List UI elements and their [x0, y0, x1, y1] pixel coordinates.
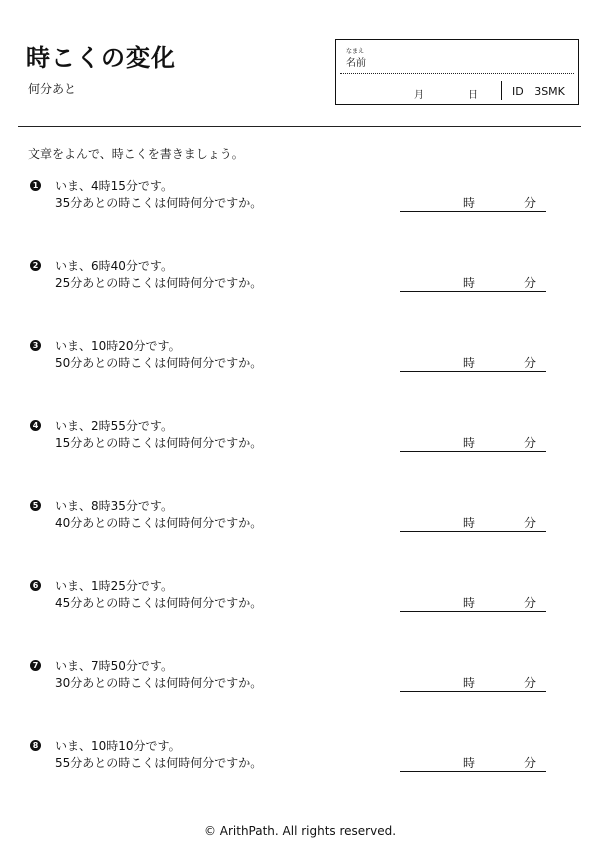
problem-current-time: いま、4時15分です。 — [55, 179, 173, 193]
answer-field[interactable] — [400, 193, 546, 212]
instruction-text: 文章をよんで、時こくを書きましょう。 — [28, 147, 244, 161]
problem-item — [28, 417, 558, 457]
answer-hour-label: 時 — [463, 196, 476, 210]
problem-question: 45分あとの時こくは何時何分ですか。 — [55, 596, 263, 610]
answer-minute-label: 分 — [524, 756, 537, 770]
answer-field[interactable] — [400, 433, 546, 452]
problem-item — [28, 737, 558, 777]
name-write-line — [340, 73, 574, 74]
answer-minute-label: 分 — [524, 276, 537, 290]
problem-question: 35分あとの時こくは何時何分ですか。 — [55, 196, 263, 210]
answer-hour-label: 時 — [463, 516, 476, 530]
problem-number: 5 — [30, 500, 41, 511]
problem-current-time: いま、2時55分です。 — [55, 419, 173, 433]
problem-question: 55分あとの時こくは何時何分ですか。 — [55, 756, 263, 770]
answer-field[interactable] — [400, 673, 546, 692]
problem-item — [28, 657, 558, 697]
problem-question: 40分あとの時こくは何時何分ですか。 — [55, 516, 263, 530]
problem-number: 2 — [30, 260, 41, 271]
problem-number: 8 — [30, 740, 41, 751]
problem-item — [28, 257, 558, 297]
problem-item — [28, 177, 558, 217]
problem-current-time: いま、8時35分です。 — [55, 499, 173, 513]
page-title: 時こくの変化 — [26, 44, 176, 72]
answer-minute-label: 分 — [524, 356, 537, 370]
answer-hour-label: 時 — [463, 676, 476, 690]
answer-hour-label: 時 — [463, 276, 476, 290]
name-box — [335, 39, 579, 105]
problem-number: 6 — [30, 580, 41, 591]
header-rule — [18, 126, 581, 127]
answer-minute-label: 分 — [524, 436, 537, 450]
problem-current-time: いま、1時25分です。 — [55, 579, 173, 593]
id-divider — [501, 81, 502, 100]
answer-minute-label: 分 — [524, 676, 537, 690]
problem-item — [28, 337, 558, 377]
problem-question: 50分あとの時こくは何時何分ですか。 — [55, 356, 263, 370]
name-furigana: なまえ — [346, 48, 365, 55]
answer-hour-label: 時 — [463, 596, 476, 610]
problem-current-time: いま、10時20分です。 — [55, 339, 181, 353]
problem-current-time: いま、10時10分です。 — [55, 739, 181, 753]
problem-question: 15分あとの時こくは何時何分ですか。 — [55, 436, 263, 450]
problem-number: 7 — [30, 660, 41, 671]
answer-field[interactable] — [400, 273, 546, 292]
problem-number: 3 — [30, 340, 41, 351]
problem-question: 25分あとの時こくは何時何分ですか。 — [55, 276, 263, 290]
answer-hour-label: 時 — [463, 436, 476, 450]
answer-hour-label: 時 — [463, 356, 476, 370]
name-label: 名前 — [346, 58, 366, 69]
answer-hour-label: 時 — [463, 756, 476, 770]
problem-item — [28, 577, 558, 617]
answer-minute-label: 分 — [524, 596, 537, 610]
problem-current-time: いま、6時40分です。 — [55, 259, 173, 273]
answer-field[interactable] — [400, 353, 546, 372]
copyright-footer: © ArithPath. All rights reserved. — [203, 824, 397, 838]
problem-item — [28, 497, 558, 537]
answer-field[interactable] — [400, 753, 546, 772]
answer-minute-label: 分 — [524, 516, 537, 530]
problem-number: 1 — [30, 180, 41, 191]
page-subtitle: 何分あと — [28, 82, 77, 96]
month-label: 月 — [414, 90, 424, 101]
problem-question: 30分あとの時こくは何時何分ですか。 — [55, 676, 263, 690]
problem-current-time: いま、7時50分です。 — [55, 659, 173, 673]
day-label: 日 — [468, 90, 478, 101]
answer-field[interactable] — [400, 593, 546, 612]
answer-field[interactable] — [400, 513, 546, 532]
answer-minute-label: 分 — [524, 196, 537, 210]
worksheet-id: ID 3SMK — [512, 85, 565, 98]
problem-number: 4 — [30, 420, 41, 431]
